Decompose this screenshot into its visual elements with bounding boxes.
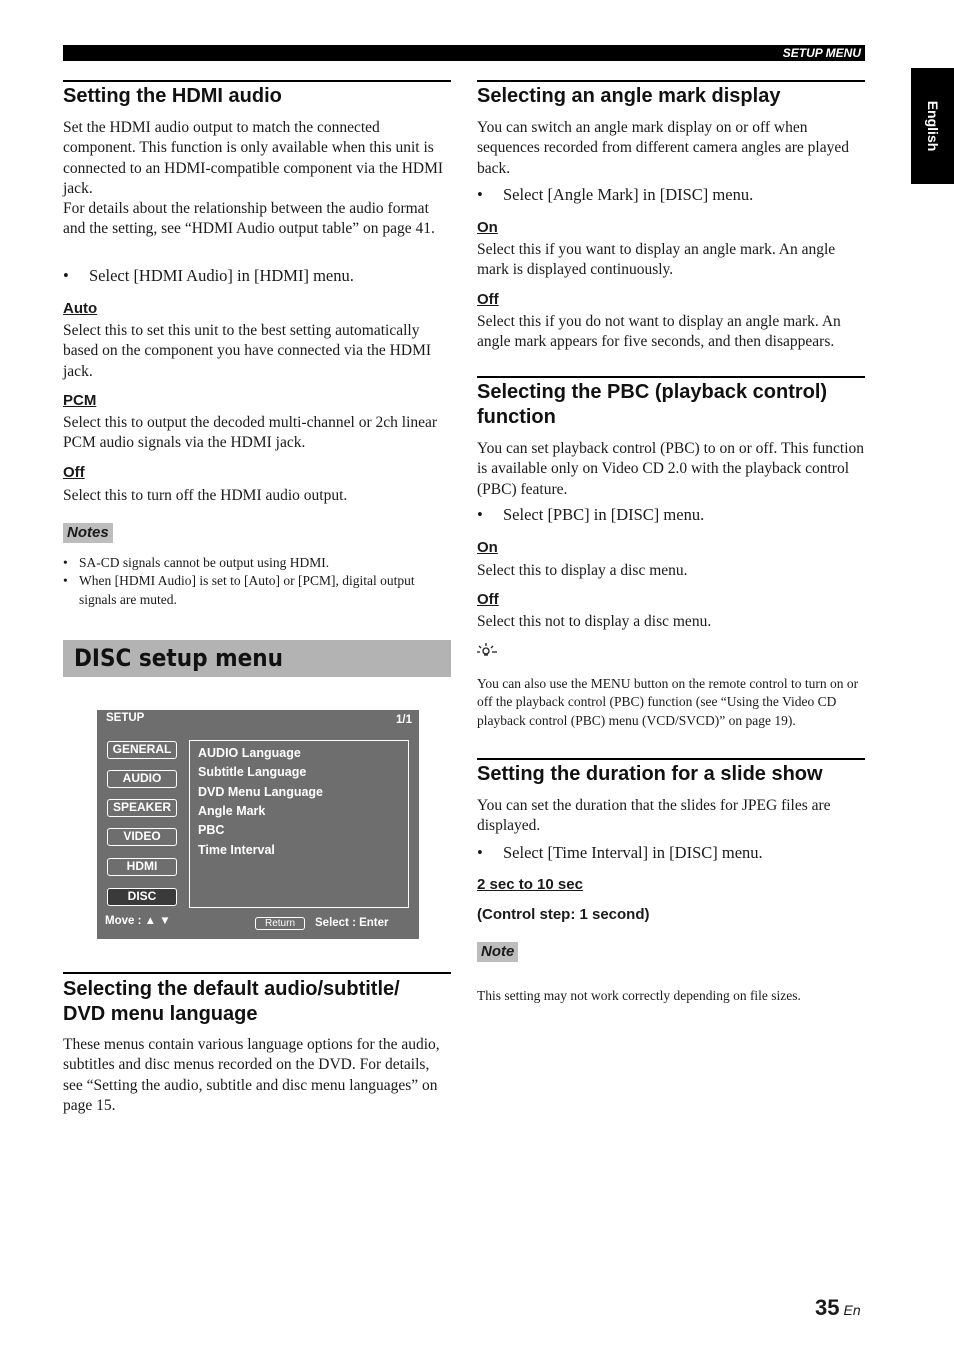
option-label-off: Off <box>477 291 499 308</box>
note-text: SA-CD signals cannot be output using HDMI. <box>79 555 330 570</box>
osd-item-time-interval[interactable]: Time Interval <box>198 843 275 857</box>
section-rule <box>477 80 865 82</box>
osd-item-audio-language[interactable]: AUDIO Language <box>198 746 301 760</box>
bullet-text: Select [HDMI Audio] in [HDMI] menu. <box>89 266 354 285</box>
setup-menu-screen <box>97 710 419 939</box>
notes-label: Notes <box>63 523 113 543</box>
slide-show-intro: You can set the duration that the slides for JPEG files are displayed. <box>477 797 831 835</box>
option-label-pcm: PCM <box>63 392 97 409</box>
option-text-auto: Select this to set this unit to the best setting automatically based on the component you have connected via the HDMI jack. <box>63 322 432 380</box>
option-label-off: Off <box>477 591 499 608</box>
hdmi-audio-details: For details about the relationship between the audio format and the setting, see “HDMI Audio output table” on page 41. <box>63 200 435 238</box>
heading-line: function <box>477 406 556 428</box>
option-text-on: Select this to display a disc menu. <box>477 562 688 579</box>
pbc-tip: You can also use the MENU button on the remote control to turn on or off the playback control (PBC) function (see “Using the Video CD playback control (PBC) menu (VCD/SVCD)” on page 19). <box>477 675 859 728</box>
option-label-off: Off <box>63 464 85 481</box>
heading-line: Selecting the default audio/subtitle/ <box>63 978 400 1000</box>
osd-tab-hdmi[interactable]: HDMI <box>107 858 177 876</box>
heading-angle-mark: Selecting an angle mark display <box>477 85 781 107</box>
section-rule <box>63 972 451 974</box>
option-text-pcm: Select this to output the decoded multi-channel or 2ch linear PCM audio signals via the HDMI jack. <box>63 414 438 452</box>
option-text-on: Select this if you want to display an angle mark. An angle mark is displayed continuously. <box>477 241 836 279</box>
bullet-text: Select [PBC] in [DISC] menu. <box>503 505 705 524</box>
osd-tab-audio[interactable]: AUDIO <box>107 770 177 788</box>
slide-show-note: This setting may not work correctly depending on file sizes. <box>477 987 801 1003</box>
option-label-auto: Auto <box>63 300 98 317</box>
range-label: 2 sec to 10 sec <box>477 876 583 893</box>
header-bar <box>63 45 865 61</box>
osd-item-subtitle-language[interactable]: Subtitle Language <box>198 765 307 779</box>
section-label: SETUP MENU <box>782 46 861 60</box>
pbc-intro: You can set playback control (PBC) to on or off. This function is available only on Video CD 2.0 with the playback control (PBC) feature. <box>477 440 865 498</box>
option-label-on: On <box>477 219 498 236</box>
osd-return-button[interactable]: Return <box>255 917 305 930</box>
section-rule <box>477 376 865 378</box>
osd-footer-move: Move : ▲ ▼ <box>105 915 171 927</box>
angle-mark-intro: You can switch an angle mark display on or off when sequences recorded from different camera angles are played back. <box>477 119 849 177</box>
hdmi-audio-intro: Set the HDMI audio output to match the connected component. This function is only available when this unit is connected to an HDMI-compatible component via the HDMI jack. <box>63 119 444 197</box>
option-label-on: On <box>477 539 498 556</box>
osd-item-pbc[interactable]: PBC <box>198 823 225 837</box>
page-number <box>815 1295 861 1321</box>
disc-setup-title: DISC setup menu <box>74 644 283 672</box>
heading-slide-show: Setting the duration for a slide show <box>477 763 823 785</box>
osd-footer-select: Select : Enter <box>315 917 389 929</box>
heading-default-language <box>63 977 451 1027</box>
option-text-off: Select this if you do not want to display an angle mark. An angle mark appears for five seconds, and then disappears. <box>477 313 841 351</box>
osd-item-angle-mark[interactable]: Angle Mark <box>198 804 266 818</box>
page-number-value: 35 <box>815 1295 840 1320</box>
section-rule <box>63 80 451 82</box>
note-label: Note <box>477 942 518 962</box>
option-text-off: Select this not to display a disc menu. <box>477 613 712 630</box>
language-tab <box>911 68 954 184</box>
osd-title: SETUP <box>106 712 145 724</box>
section-rule <box>477 758 865 760</box>
note-text: When [HDMI Audio] is set to [Auto] or [PCM], digital output signals are muted. <box>79 573 415 607</box>
heading-line: Selecting the PBC (playback control) <box>477 381 828 403</box>
bullet-text: Select [Angle Mark] in [DISC] menu. <box>503 185 754 204</box>
tip-icon <box>476 642 498 658</box>
page-number-suffix: En <box>843 1302 861 1318</box>
heading-pbc <box>477 380 865 430</box>
osd-item-dvd-menu-language[interactable]: DVD Menu Language <box>198 785 324 799</box>
default-language-text: These menus contain various language options for the audio, subtitles and disc menus recorded on the DVD. For details, see “Setting the audio, subtitle and disc menu languages” on page 15. <box>63 1036 440 1114</box>
language-tab-label: English <box>925 100 941 152</box>
disc-setup-banner <box>63 640 451 677</box>
heading-hdmi-audio: Setting the HDMI audio <box>63 85 282 107</box>
osd-tab-video[interactable]: VIDEO <box>107 828 177 846</box>
osd-tab-general[interactable]: GENERAL <box>107 741 177 759</box>
osd-page: 1/1 <box>396 714 412 726</box>
bullet-text: Select [Time Interval] in [DISC] menu. <box>503 843 763 862</box>
option-text-off: Select this to turn off the HDMI audio output. <box>63 487 348 504</box>
control-step: (Control step: 1 second) <box>477 906 650 923</box>
heading-line: DVD menu language <box>63 1003 258 1025</box>
osd-tab-disc[interactable]: DISC <box>107 888 177 906</box>
osd-tab-speaker[interactable]: SPEAKER <box>107 799 177 817</box>
